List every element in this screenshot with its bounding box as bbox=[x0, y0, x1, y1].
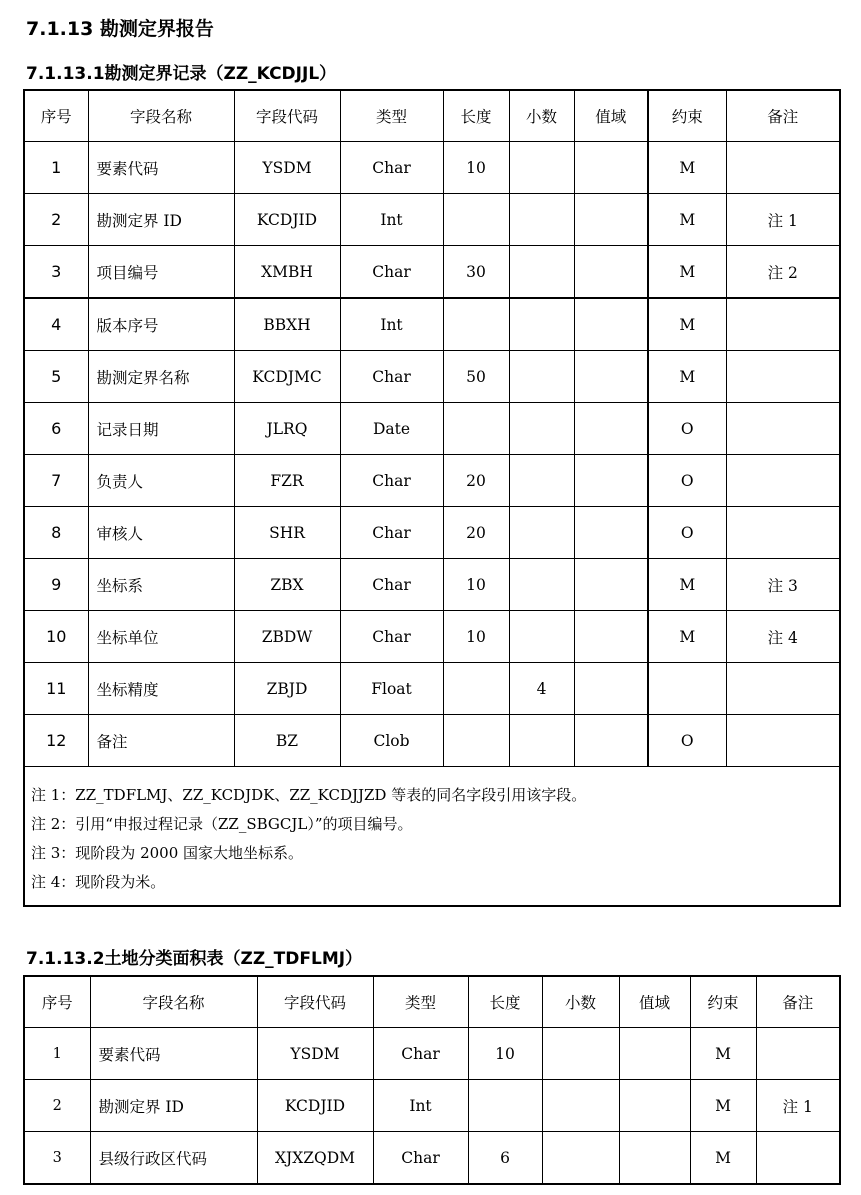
cell-constraint: M bbox=[648, 298, 726, 351]
cell-remark bbox=[726, 715, 840, 767]
cell-constraint: M bbox=[690, 1132, 756, 1185]
cell-remark bbox=[726, 351, 840, 403]
cell-constraint: M bbox=[648, 142, 726, 194]
table-row bbox=[24, 351, 840, 403]
header-decimals: 小数 bbox=[542, 976, 619, 1028]
header-value-domain: 值域 bbox=[574, 90, 648, 142]
cell-value-domain bbox=[574, 611, 648, 663]
cell-length bbox=[443, 298, 509, 351]
table-row bbox=[24, 507, 840, 559]
header-type: 类型 bbox=[340, 90, 443, 142]
cell-value-domain bbox=[574, 455, 648, 507]
cell-seq: 10 bbox=[24, 611, 88, 663]
cell-field-code: XJXZQDM bbox=[257, 1132, 373, 1185]
cell-field-name: 项目编号 bbox=[88, 246, 234, 299]
header-length: 长度 bbox=[468, 976, 542, 1028]
table-row bbox=[24, 663, 840, 715]
cell-length: 10 bbox=[443, 611, 509, 663]
cell-type: Int bbox=[340, 298, 443, 351]
cell-constraint: M bbox=[690, 1028, 756, 1080]
cell-constraint: M bbox=[648, 611, 726, 663]
cell-field-code: XMBH bbox=[234, 246, 340, 299]
cell-length: 50 bbox=[443, 351, 509, 403]
cell-field-code: FZR bbox=[234, 455, 340, 507]
cell-type: Char bbox=[373, 1028, 468, 1080]
table-row bbox=[24, 142, 840, 194]
table-row bbox=[24, 559, 840, 611]
cell-remark: 注 3 bbox=[726, 559, 840, 611]
cell-field-name: 坐标系 bbox=[88, 559, 234, 611]
cell-value-domain bbox=[574, 298, 648, 351]
cell-field-code: ZBDW bbox=[234, 611, 340, 663]
cell-seq: 1 bbox=[24, 1028, 90, 1080]
header-seq: 序号 bbox=[24, 90, 88, 142]
cell-decimals bbox=[509, 351, 574, 403]
cell-decimals bbox=[509, 246, 574, 299]
cell-decimals bbox=[509, 559, 574, 611]
header-value-domain: 值域 bbox=[619, 976, 690, 1028]
cell-constraint: O bbox=[648, 455, 726, 507]
cell-value-domain bbox=[574, 246, 648, 299]
header-row bbox=[24, 90, 840, 142]
cell-field-name: 勘测定界 ID bbox=[90, 1080, 257, 1132]
cell-field-code: BBXH bbox=[234, 298, 340, 351]
cell-decimals bbox=[509, 455, 574, 507]
cell-value-domain bbox=[619, 1028, 690, 1080]
cell-field-name: 要素代码 bbox=[90, 1028, 257, 1080]
cell-length: 20 bbox=[443, 507, 509, 559]
cell-seq: 8 bbox=[24, 507, 88, 559]
cell-field-code: JLRQ bbox=[234, 403, 340, 455]
cell-seq: 1 bbox=[24, 142, 88, 194]
cell-remark bbox=[726, 507, 840, 559]
header-seq: 序号 bbox=[24, 976, 90, 1028]
header-constraint: 约束 bbox=[648, 90, 726, 142]
header-remark: 备注 bbox=[756, 976, 840, 1028]
cell-value-domain bbox=[574, 559, 648, 611]
cell-decimals: 4 bbox=[509, 663, 574, 715]
cell-field-name: 勘测定界 ID bbox=[88, 194, 234, 246]
table-row bbox=[24, 298, 840, 351]
notes-cell bbox=[24, 767, 840, 907]
cell-field-code: BZ bbox=[234, 715, 340, 767]
field-table-tdflmj bbox=[23, 975, 841, 1185]
cell-remark: 注 4 bbox=[726, 611, 840, 663]
table-row bbox=[24, 1028, 840, 1080]
cell-seq: 2 bbox=[24, 194, 88, 246]
cell-decimals bbox=[509, 507, 574, 559]
cell-type: Float bbox=[340, 663, 443, 715]
cell-decimals bbox=[509, 403, 574, 455]
cell-decimals bbox=[542, 1028, 619, 1080]
note-line: 注 3：现阶段为 2000 国家大地坐标系。 bbox=[31, 844, 304, 862]
cell-field-name: 审核人 bbox=[88, 507, 234, 559]
cell-length bbox=[443, 194, 509, 246]
cell-seq: 12 bbox=[24, 715, 88, 767]
cell-value-domain bbox=[574, 351, 648, 403]
cell-field-name: 负责人 bbox=[88, 455, 234, 507]
table2-title: 7.1.13.2土地分类面积表（ZZ_TDFLMJ） bbox=[26, 949, 363, 969]
section-heading: 7.1.13 勘测定界报告 bbox=[26, 18, 214, 40]
cell-type: Int bbox=[373, 1080, 468, 1132]
cell-seq: 7 bbox=[24, 455, 88, 507]
cell-length: 10 bbox=[443, 559, 509, 611]
cell-decimals bbox=[509, 298, 574, 351]
cell-value-domain bbox=[574, 507, 648, 559]
cell-field-code: KCDJID bbox=[257, 1080, 373, 1132]
cell-decimals bbox=[542, 1080, 619, 1132]
note-line: 注 1：ZZ_TDFLMJ、ZZ_KCDJDK、ZZ_KCDJJZD 等表的同名字段引用该字段。 bbox=[31, 786, 587, 804]
cell-field-code: KCDJMC bbox=[234, 351, 340, 403]
cell-value-domain bbox=[619, 1080, 690, 1132]
cell-seq: 3 bbox=[24, 246, 88, 299]
cell-seq: 4 bbox=[24, 298, 88, 351]
cell-remark bbox=[726, 455, 840, 507]
cell-length bbox=[443, 403, 509, 455]
header-remark: 备注 bbox=[726, 90, 840, 142]
cell-length: 30 bbox=[443, 246, 509, 299]
table-row bbox=[24, 1132, 840, 1185]
cell-decimals bbox=[509, 142, 574, 194]
cell-value-domain bbox=[574, 142, 648, 194]
cell-value-domain bbox=[574, 194, 648, 246]
header-length: 长度 bbox=[443, 90, 509, 142]
cell-constraint: O bbox=[648, 403, 726, 455]
cell-seq: 11 bbox=[24, 663, 88, 715]
cell-type: Char bbox=[340, 611, 443, 663]
cell-field-name: 记录日期 bbox=[88, 403, 234, 455]
cell-field-code: ZBJD bbox=[234, 663, 340, 715]
cell-remark bbox=[726, 298, 840, 351]
cell-field-code: KCDJID bbox=[234, 194, 340, 246]
note-line: 注 2：引用“申报过程记录（ZZ_SBGCJL）”的项目编号。 bbox=[31, 815, 413, 833]
table-row bbox=[24, 246, 840, 299]
cell-decimals bbox=[509, 715, 574, 767]
cell-constraint: M bbox=[690, 1080, 756, 1132]
cell-remark: 注 1 bbox=[726, 194, 840, 246]
cell-length bbox=[443, 715, 509, 767]
cell-type: Clob bbox=[340, 715, 443, 767]
table-row bbox=[24, 194, 840, 246]
field-table-kcdjjl bbox=[23, 89, 841, 907]
cell-remark bbox=[756, 1028, 840, 1080]
cell-remark: 注 2 bbox=[726, 246, 840, 299]
cell-length: 20 bbox=[443, 455, 509, 507]
cell-seq: 6 bbox=[24, 403, 88, 455]
header-type: 类型 bbox=[373, 976, 468, 1028]
cell-type: Char bbox=[340, 351, 443, 403]
cell-type: Char bbox=[340, 507, 443, 559]
cell-value-domain bbox=[574, 403, 648, 455]
table-row bbox=[24, 715, 840, 767]
cell-type: Char bbox=[340, 246, 443, 299]
header-field-code: 字段代码 bbox=[257, 976, 373, 1028]
cell-decimals bbox=[509, 194, 574, 246]
cell-field-name: 要素代码 bbox=[88, 142, 234, 194]
cell-remark: 注 1 bbox=[756, 1080, 840, 1132]
cell-length bbox=[468, 1080, 542, 1132]
header-row bbox=[24, 976, 840, 1028]
cell-field-code: YSDM bbox=[257, 1028, 373, 1080]
cell-length: 10 bbox=[443, 142, 509, 194]
note-line: 注 4：现阶段为米。 bbox=[31, 873, 166, 891]
notes-row bbox=[24, 767, 840, 907]
header-field-name: 字段名称 bbox=[90, 976, 257, 1028]
cell-length: 6 bbox=[468, 1132, 542, 1185]
cell-constraint: O bbox=[648, 715, 726, 767]
table-row bbox=[24, 611, 840, 663]
cell-field-name: 坐标单位 bbox=[88, 611, 234, 663]
header-decimals: 小数 bbox=[509, 90, 574, 142]
cell-type: Int bbox=[340, 194, 443, 246]
cell-decimals bbox=[542, 1132, 619, 1185]
cell-field-name: 版本序号 bbox=[88, 298, 234, 351]
cell-type: Char bbox=[340, 142, 443, 194]
header-field-code: 字段代码 bbox=[234, 90, 340, 142]
cell-constraint bbox=[648, 663, 726, 715]
cell-type: Char bbox=[340, 455, 443, 507]
cell-type: Date bbox=[340, 403, 443, 455]
cell-value-domain bbox=[574, 663, 648, 715]
cell-field-code: SHR bbox=[234, 507, 340, 559]
cell-seq: 9 bbox=[24, 559, 88, 611]
cell-decimals bbox=[509, 611, 574, 663]
table1-title: 7.1.13.1勘测定界记录（ZZ_KCDJJL） bbox=[26, 64, 337, 84]
cell-type: Char bbox=[340, 559, 443, 611]
cell-remark bbox=[726, 663, 840, 715]
cell-field-name: 备注 bbox=[88, 715, 234, 767]
cell-remark bbox=[726, 142, 840, 194]
cell-length: 10 bbox=[468, 1028, 542, 1080]
cell-seq: 5 bbox=[24, 351, 88, 403]
cell-field-code: ZBX bbox=[234, 559, 340, 611]
cell-constraint: M bbox=[648, 351, 726, 403]
cell-seq: 2 bbox=[24, 1080, 90, 1132]
header-field-name: 字段名称 bbox=[88, 90, 234, 142]
header-constraint: 约束 bbox=[690, 976, 756, 1028]
cell-field-name: 勘测定界名称 bbox=[88, 351, 234, 403]
table-row bbox=[24, 455, 840, 507]
cell-length bbox=[443, 663, 509, 715]
cell-remark bbox=[726, 403, 840, 455]
cell-constraint: O bbox=[648, 507, 726, 559]
cell-field-name: 坐标精度 bbox=[88, 663, 234, 715]
cell-value-domain bbox=[574, 715, 648, 767]
cell-value-domain bbox=[619, 1132, 690, 1185]
cell-seq: 3 bbox=[24, 1132, 90, 1185]
cell-field-name: 县级行政区代码 bbox=[90, 1132, 257, 1185]
cell-constraint: M bbox=[648, 559, 726, 611]
cell-constraint: M bbox=[648, 246, 726, 299]
cell-field-code: YSDM bbox=[234, 142, 340, 194]
table-row bbox=[24, 403, 840, 455]
cell-type: Char bbox=[373, 1132, 468, 1185]
table-row bbox=[24, 1080, 840, 1132]
cell-remark bbox=[756, 1132, 840, 1185]
cell-constraint: M bbox=[648, 194, 726, 246]
